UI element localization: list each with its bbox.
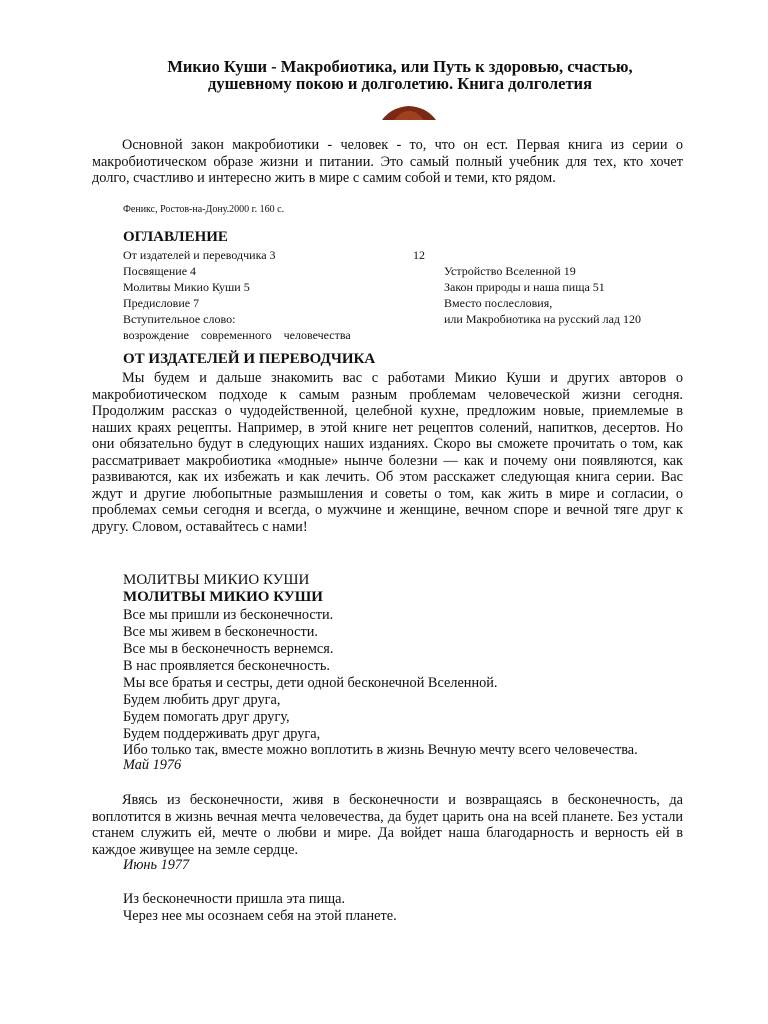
toc-item-afterword: Вместо послесловия, bbox=[444, 296, 553, 310]
toc-item-preface: Предисловие 7 bbox=[123, 296, 200, 310]
prayer-line: Из бесконечности пришла эта пища. bbox=[123, 891, 346, 907]
prayer-line: Будем поддерживать друг друга, bbox=[123, 726, 321, 742]
prayer-date-2: Июнь 1977 bbox=[123, 857, 190, 873]
toc-item-introduction: Вступительное слово: bbox=[123, 312, 236, 326]
toc-item-universe: Устройство Вселенной 19 bbox=[444, 264, 576, 278]
book-title bbox=[100, 58, 700, 92]
toc-item-revival: возрождение современного человечества bbox=[123, 328, 351, 342]
prayer-line: Будем любить друг друга, bbox=[123, 692, 281, 708]
intro-paragraph: Основной закон макробиотики - человек - то, что он ест. Первая книга из серии о макробиотическом образе жизни и питании. Это самый полный учебник для тех, кто хочет долго, счастливо и интересно жить в мире с самим собой и теми, кто рядом. bbox=[92, 137, 683, 186]
toc-page-number: 12 bbox=[413, 248, 425, 262]
prayer-line: Ибо только так, вместе можно воплотить в жизнь Вечную мечту всего человечества. bbox=[123, 742, 638, 758]
prayer-date-1: Май 1976 bbox=[123, 757, 182, 773]
toc-item-publishers: От издателей и переводчика 3 bbox=[123, 248, 276, 262]
prayer-line: В нас проявляется бесконечность. bbox=[123, 658, 330, 674]
book-title-line-2: душевному покою и долголетию. Книга долголетия bbox=[208, 74, 592, 93]
prayer-line: Через нее мы осознаем себя на этой планете. bbox=[123, 908, 397, 924]
prayers-title-plain: МОЛИТВЫ МИКИО КУШИ bbox=[123, 572, 310, 588]
toc-heading: ОГЛАВЛЕНИЕ bbox=[123, 229, 228, 245]
prayers-title-bold: МОЛИТВЫ МИКИО КУШИ bbox=[123, 589, 323, 605]
prayer-line: Все мы пришли из бесконечности. bbox=[123, 607, 334, 623]
toc-item-prayers: Молитвы Микио Куши 5 bbox=[123, 280, 250, 294]
prayer-line: Все мы в бесконечность вернемся. bbox=[123, 641, 334, 657]
prayer-paragraph: Явясь из бесконечности, живя в бесконечности и возвращаясь в бесконечность, да воплотится в жизнь вечная мечта человечества, да будет царить она на всей планете. Без устали станем служить ей, мечте о любви и мире. Да войдет наша благодарность и верность ей в каждое живущее на земле сердце. bbox=[92, 792, 683, 858]
toc-item-dedication: Посвящение 4 bbox=[123, 264, 197, 278]
publisher-info: Феникс, Ростов-на-Дону.2000 г. 160 с. bbox=[123, 204, 285, 215]
cover-image-fragment bbox=[374, 100, 444, 120]
toc-item-russian-way: или Макробиотика на русский лад 120 bbox=[444, 312, 642, 326]
toc-item-nature-law: Закон природы и наша пища 51 bbox=[444, 280, 605, 294]
prayer-line: Мы все братья и сестры, дети одной бесконечной Вселенной. bbox=[123, 675, 498, 691]
publishers-paragraph: Мы будем и дальше знакомить вас с работами Микио Куши и других авторов о макробиотическом подходе к самым разным проблемам человеческой жизни сегодня. Продолжим рассказ о чудодейственной, целебной кухне, предложим новые, приемлемые в наших краях рецепты. Например, в этой книге нет рецептов солений, напитков, десертов. Но они обязательно будут в следующих наших изданиях. Скоро вы сможете прочитать о том, как рассматривает макробиотика «модные» нынче болезни — как и почему они появляются, как развиваются, как их избежать и как лечить. Об этом расскажет следующая книга серии. Вас ждут и другие любопытные размышления и советы о том, как жить в мире и согласии, о проблемах семьи сегодня и всегда, о мужчине и женщине, вечном споре и вечной тяге друг к другу. Словом, оставайтесь с нами! bbox=[92, 370, 683, 535]
book-title-line-1: Микио Куши - Макробиотика, или Путь к здоровью, счастью, bbox=[167, 57, 633, 76]
prayer-line: Будем помогать друг другу, bbox=[123, 709, 290, 725]
publishers-heading: ОТ ИЗДАТЕЛЕЙ И ПЕРЕВОДЧИКА bbox=[123, 351, 376, 367]
prayer-line: Все мы живем в бесконечности. bbox=[123, 624, 318, 640]
